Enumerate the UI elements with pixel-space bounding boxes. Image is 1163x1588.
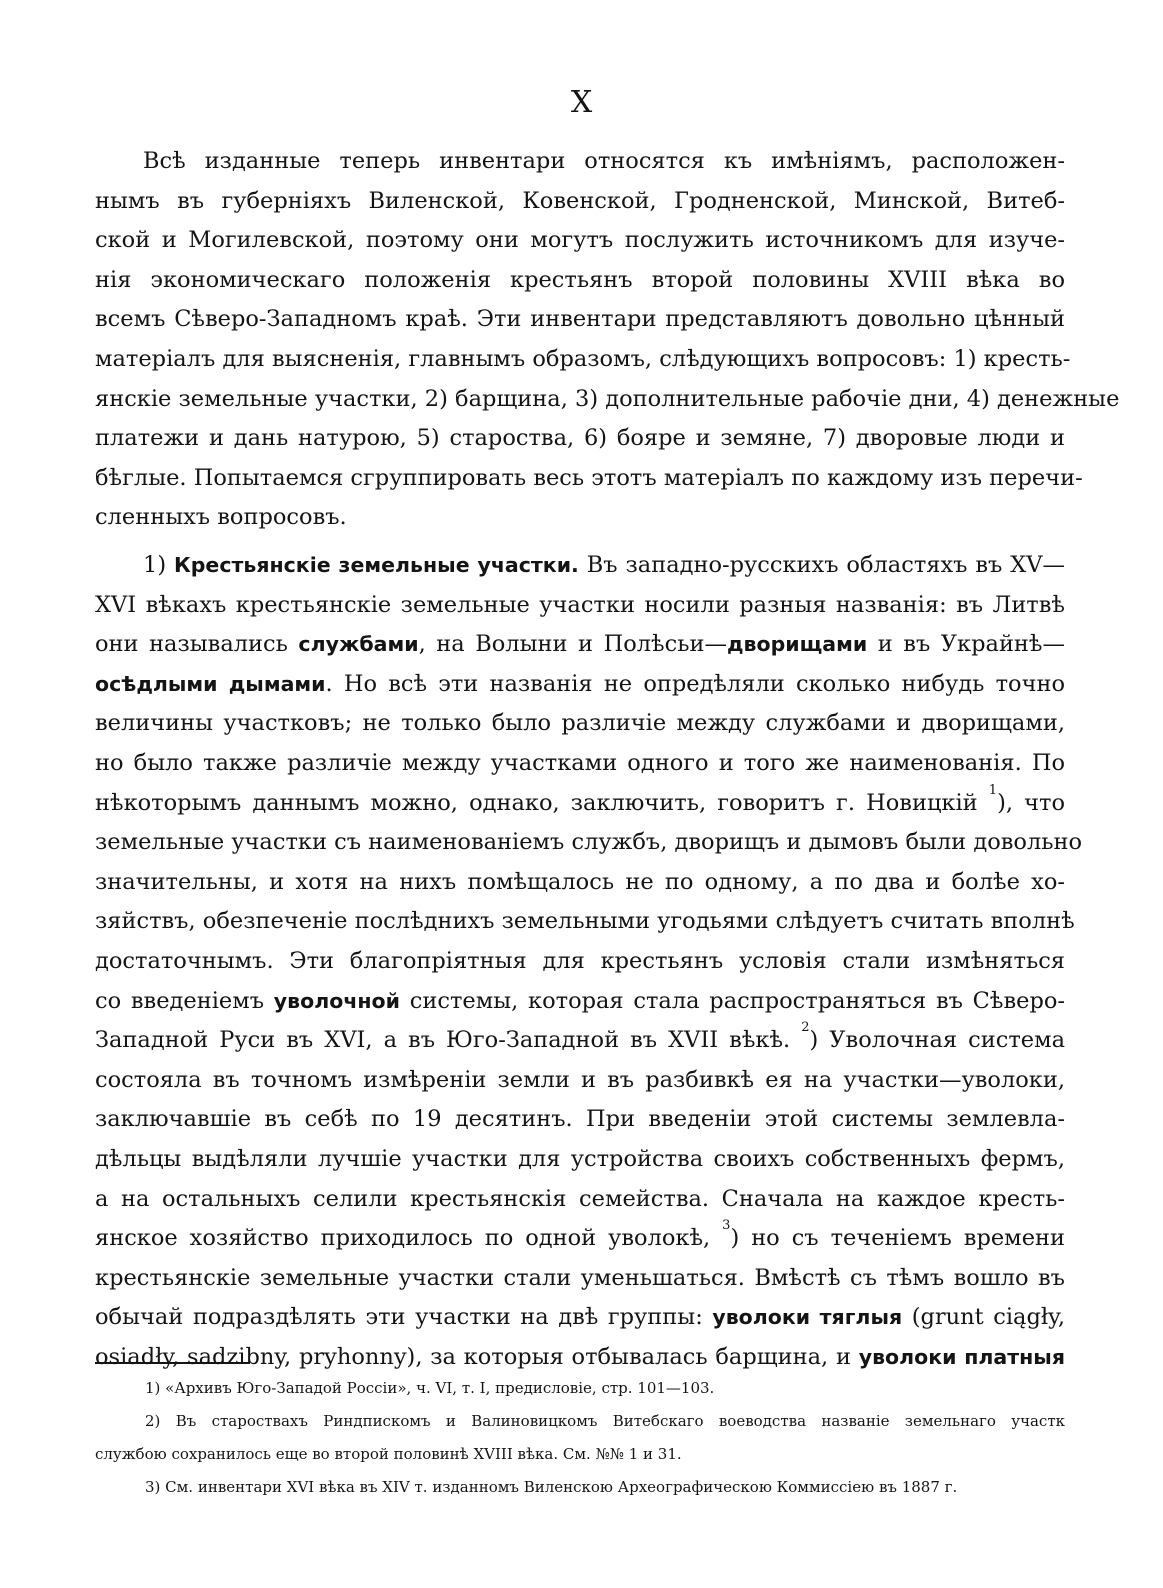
text-fragment: Западной Руси въ XVI, а въ Юго-Западной въ XVII вѣкѣ. bbox=[95, 1027, 791, 1054]
text-fragment: . Но всѣ эти названія не опредѣляли сколько нибудь точно bbox=[325, 670, 1065, 697]
paragraph-intro bbox=[95, 142, 1120, 538]
text-fragment: со введеніемъ bbox=[95, 987, 265, 1014]
text-fragment: и въ Украйнѣ— bbox=[877, 631, 1065, 658]
text-line bbox=[95, 982, 1065, 1022]
text-fragment: ) но съ теченіемъ времени bbox=[730, 1225, 1065, 1252]
text-fragment: системы, которая стала распространяться въ Сѣверо- bbox=[409, 987, 1065, 1014]
footnote-ref[interactable]: 1 bbox=[988, 782, 998, 798]
text-line: янскіе земельные участки, 2) барщина, 3) дополнительные рабочіе дни, 4) денежные bbox=[95, 385, 1120, 412]
footnote-1: 1) «Архивъ Юго-Западой Россіи», ч. VI, т. I, предисловіе, стр. 101—103. bbox=[145, 1379, 715, 1397]
footnote-ref[interactable]: 3 bbox=[722, 1218, 731, 1234]
text-line: заключавшіе въ себѣ по 19 десятинъ. При введеніи этой системы землевла- bbox=[95, 1106, 1065, 1133]
footnotes bbox=[95, 1372, 1065, 1504]
text-line: матеріалъ для выясненія, главнымъ образомъ, слѣдующихъ вопросовъ: 1) кресть- bbox=[95, 345, 1071, 372]
text-line: нымъ въ губерніяхъ Виленской, Ковенской, Гродненской, Минской, Витеб- bbox=[95, 187, 1065, 214]
bold-term: осѣдлыми дымами bbox=[95, 671, 326, 696]
bold-term: уволочной bbox=[273, 988, 400, 1013]
bold-term: уволоки тяглыя bbox=[712, 1305, 903, 1330]
text-fragment: обычай подраздѣлять эти участки на двѣ группы: bbox=[95, 1304, 703, 1331]
text-line: крестьянскіе земельные участки стали уменьшаться. Вмѣстѣ съ тѣмъ вошло въ bbox=[95, 1264, 1065, 1291]
text-fragment: (grunt ciągły, bbox=[911, 1304, 1066, 1331]
text-line: значительны, и хотя на нихъ помѣщалось не по одному, а по два и болѣе хо- bbox=[95, 868, 1065, 895]
text-fragment: , на Волыни и Полѣсьи— bbox=[418, 631, 727, 658]
text-line bbox=[95, 1298, 1065, 1338]
section-heading: Крестьянскіе земельные участки. bbox=[174, 553, 579, 577]
footnote-2: 2) Въ староствахъ Риндпискомъ и Валиновицкомъ Витебскаго воеводства названіе земельнаго участк bbox=[145, 1412, 1065, 1430]
footnote-ref[interactable]: 2 bbox=[801, 1020, 810, 1036]
text-fragment: ) Уволочная система bbox=[809, 1027, 1065, 1054]
paragraph-land-plots bbox=[95, 546, 1083, 1377]
text-line: XVI вѣкахъ крестьянскіе земельные участки носили разныя названія: въ Литвѣ bbox=[95, 591, 1065, 618]
footnote-divider bbox=[95, 1362, 250, 1364]
text-line bbox=[95, 784, 1065, 824]
bold-term: дворищами bbox=[726, 632, 868, 657]
text-line bbox=[95, 1219, 1065, 1259]
text-line bbox=[95, 625, 1065, 665]
text-fragment: osiadły, sadzibny, pryhonny), за которыя отбывалась барщина, и bbox=[95, 1343, 851, 1370]
text-line: дѣльцы выдѣляли лучшіе участки для устройства своихъ собственныхъ фермъ, bbox=[95, 1145, 1065, 1172]
bold-term: службами bbox=[298, 632, 419, 657]
text-fragment: нѣкоторымъ даннымъ можно, однако, заключить, говоритъ г. Новицкій bbox=[95, 789, 978, 816]
text-line: состояла въ точномъ измѣреніи земли и въ разбивкѣ ея на участки—уволоки, bbox=[95, 1066, 1065, 1093]
text-fragment: Въ западно-русскихъ областяхъ въ XV— bbox=[586, 552, 1066, 578]
text-line: но было также различіе между участками одного и того же наименованія. По bbox=[95, 749, 1065, 776]
text-line: ской и Могилевской, поэтому они могутъ послужить источникомъ для изуче- bbox=[95, 227, 1065, 254]
text-line: а на остальныхъ селили крестьянскія семейства. Сначала на каждое кресть- bbox=[95, 1185, 1065, 1212]
footnote-2-continued: службою сохранилось еще во второй половинѣ XVIII вѣка. См. №№ 1 и 31. bbox=[95, 1445, 682, 1463]
text-fragment: они назывались bbox=[95, 631, 288, 658]
text-line: платежи и дань натурою, 5) староства, 6) бояре и земяне, 7) дворовые люди и bbox=[95, 425, 1065, 452]
section-number: 1) bbox=[143, 552, 167, 578]
text-line: достаточнымъ. Эти благопріятныя для крестьянъ условія стали измѣняться bbox=[95, 947, 1065, 974]
text-line bbox=[95, 665, 1065, 705]
text-line: земельные участки съ наименованіемъ службъ, дворищъ и дымовъ были довольно bbox=[95, 829, 1083, 856]
text-line: нія экономическаго положенія крестьянъ второй половины XVIII вѣка во bbox=[95, 266, 1065, 293]
text-line: величины участковъ; не только было различіе между службами и дворищами, bbox=[95, 710, 1065, 737]
text-line: бѣглые. Попытаемся сгруппировать весь этотъ матеріалъ по каждому изъ перечи- bbox=[95, 464, 1083, 491]
text-line bbox=[95, 546, 1065, 586]
text-fragment: янское хозяйство приходилось по одной уволокѣ, bbox=[95, 1225, 711, 1252]
text-fragment: ), что bbox=[997, 789, 1065, 816]
page-number: X bbox=[570, 85, 593, 120]
text-line: Всѣ изданные теперь инвентари относятся къ имѣніямъ, расположен- bbox=[143, 148, 1065, 174]
text-line: сленныхъ вопросовъ. bbox=[95, 504, 347, 531]
text-line bbox=[95, 1021, 1065, 1061]
bold-term: уволоки платныя bbox=[858, 1344, 1065, 1369]
footnote-3: 3) См. инвентари XVI вѣка въ XIV т. изданномъ Виленскою Археографическою Коммиссіею въ 1887 г. bbox=[145, 1478, 958, 1496]
text-line: зяйствъ, обезпеченіе послѣднихъ земельными угодьями слѣдуетъ считать вполнѣ bbox=[95, 908, 1075, 935]
text-line: всемъ Сѣверо-Западномъ краѣ. Эти инвентари представляютъ довольно цѣнный bbox=[95, 306, 1065, 333]
